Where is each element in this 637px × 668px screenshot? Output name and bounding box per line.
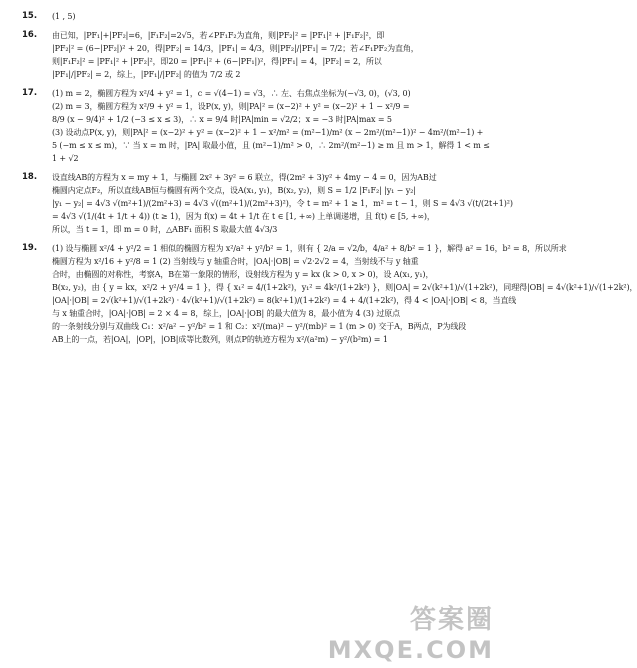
answer-page [22,10,637,352]
solution-line: 1 + √2 [52,154,79,163]
solution-line: (1 , 5) [52,12,76,21]
problem-number: 18. [22,172,38,182]
solution-line: |PF₂|² = (6−|PF₂|)² + 20，得|PF₂| = 14/3，|PF₁| = 4/3，则|PF₂|/|PF₁| = 7/2；若∠F₁PF₂为直角， [52,44,419,53]
solution-line: 椭圆内定点F₂，所以直线AB恒与椭圆有两个交点，设A(x₁, y₁)，B(x₂, y₂)，则 S = 1/2 |F₁F₂| |y₁ − y₂| [52,186,416,195]
solution-15 [22,10,478,23]
solution-17 [22,87,490,165]
solution-line: 的一条射线分别与双曲线 C₁：x²/a² − y²/b² = 1 和 C₂：x²/(ma)² − y²/(mb)² = 1 (m > 0) 交于A，B两点，P为线段 [52,322,467,331]
solution-line: |OA|·|OB| = 2√(k²+1)/√(1+2k²) · 4√(k²+1)/√(1+2k²) = 8(k²+1)/(1+2k²) = 4 + 4/(1+2k²)，得 4 < |OA|·|OB| < 8，当直线 [52,296,517,305]
solution-line: 由已知，|PF₁|+|PF₂|=6，|F₁F₂|=2√5，若∠PF₁F₂为直角，则|PF₂|² = |PF₁|² + |F₁F₂|²，即 [52,31,385,40]
solution-line: (1) 设与椭圆 x²/4 + y²/2 = 1 相似的椭圆方程为 x²/a² + y²/b² = 1，则有 { 2/a = √2/b，4/a² + 8/b² = 1 }，解得 a² = 16，b² = 8，所以所求 [52,244,567,253]
solution-19 [22,242,637,346]
watermark-logo [328,599,494,664]
solution-line: = 4√3 √(1/(4t + 1/t + 4)) (t ≥ 1)，因为 f(x) = 4t + 1/t 在 t ∈ [1, +∞) 上单调递增，且 f(t) ∈ [5, +∞)， [52,212,435,221]
solution-line: 所以，当 t = 1，即 m = 0 时，△ABF₁ 面积 S 取最大值 4√3/3 [52,225,278,234]
problem-number: 17. [22,88,38,98]
solution-line: 与 x 轴重合时，|OA|·|OB| = 2 × 4 = 8，综上，|OA|·|OB| 的最大值为 8，最小值为 4 (3) 过原点 [52,309,401,318]
solution-line: 合时，由椭圆的对称性，考察A，B在第一象限的情形，设射线方程为 y = kx (k > 0, x > 0)，设 A(x₁, y₁)， [52,270,434,279]
watermark-top-text: 答案圈 [409,605,494,635]
solution-body [52,29,478,81]
solution-line: (3) 设动点P(x, y)，则|PA|² = (x−2)² + y² = (x−2)² + 1 − x²/m² = (m²−1)/m² (x − 2m²/(m²−1))² − 4m²/(m²−1) + [52,128,484,137]
solution-line: 设直线AB的方程为 x = my + 1，与椭圆 2x² + 3y² = 6 联立，得(2m² + 3)y² + 4my − 4 = 0，因为AB过 [52,173,437,182]
solution-18 [22,171,513,236]
solution-line: 8/9 (x − 9/4)² + 1/2 (−3 ≤ x ≤ 3)，∴ x = 9/4 时|PA|min = √2/2；x = −3 时|PA|max = 5 [52,115,392,124]
solution-body [52,10,478,23]
solution-body [52,171,513,236]
solution-line: (2) m = 3，椭圆方程为 x²/9 + y² = 1，设P(x, y)，则|PA|² = (x−2)² + y² = (x−2)² + 1 − x²/9 = [52,102,410,111]
solution-line: 则|F₁F₂|² = |PF₁|² + |PF₂|²，即20 = |PF₁|² + (6−|PF₁|)²，得|PF₁| = 4，|PF₂| = 2，所以 [52,57,382,66]
solution-line: |y₁ − y₂| = 4√3 √(m²+1)/(2m²+3) = 4√3 √((m²+1)/(2m²+3)²)，令 t = m² + 1 ≥ 1，m² = t − 1，则 S = 4√3 √(t/(2t+1)²) [52,199,513,208]
solution-line: B(x₂, y₂)，由 { y = kx，x²/2 + y²/4 = 1 }，得 { x₁² = 4/(1+2k²)，y₁² = 4k²/(1+2k²) }，则|OA| = 2√(k²+1)/√(1+2k²)，同理得|OB| = 4√(k²+1)/√(1+2k²)， [52,283,637,292]
solution-line: 5 (−m ≤ x ≤ m)，∵ 当 x = m 时，|PA| 取最小值，且 (m²−1)/m² > 0，∴ 2m²/(m²−1) ≥ m 且 m > 1，解得 1 < m ≤ [52,141,490,150]
solution-body [52,242,637,346]
solution-line: 椭圆方程为 x²/16 + y²/8 = 1 (2) 当射线与 y 轴重合时，|OA|·|OB| = √2·2√2 = 4，当射线不与 y 轴重 [52,257,419,266]
solution-line: AB上的一点，若|OA|，|OP|，|OB|成等比数列，则点P的轨迹方程为 x²/(a²m) − y²/(b²m) = 1 [52,335,388,344]
solution-body [52,87,490,165]
solution-16 [22,29,478,81]
watermark-bottom-text: MXQE.COM [327,636,494,664]
solution-line: (1) m = 2，椭圆方程为 x²/4 + y² = 1，c = √(4−1) = √3，∴ 左、右焦点坐标为(−√3, 0)，(√3, 0) [52,89,411,98]
solution-line: |PF₁|/|PF₂| = 2，综上，|PF₁|/|PF₂| 的值为 7/2 或 2 [52,70,241,79]
problem-number: 16. [22,30,38,40]
problem-number: 15. [22,11,38,21]
problem-number: 19. [22,243,38,253]
